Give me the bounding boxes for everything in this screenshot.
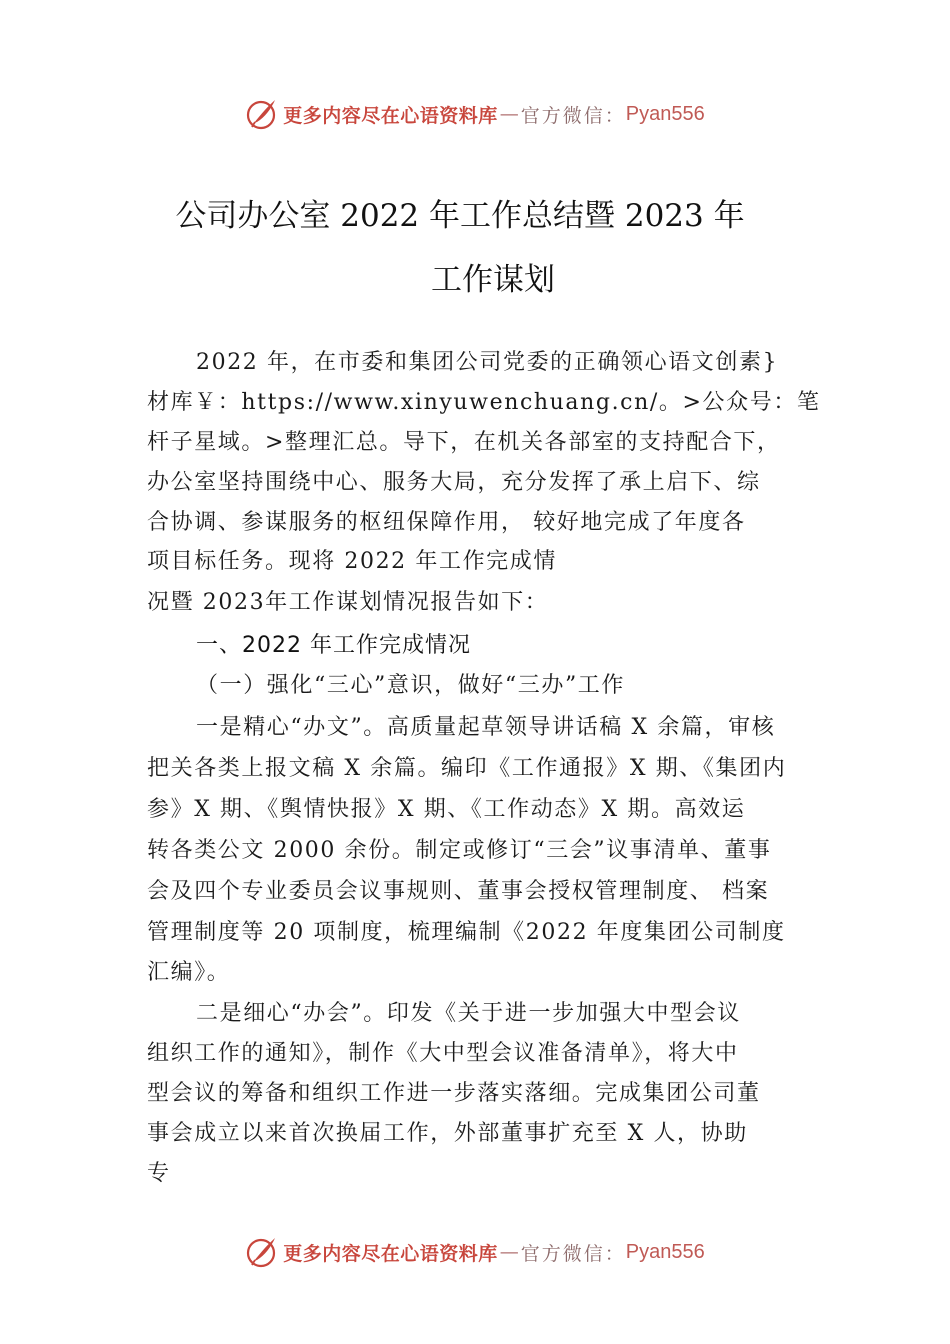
intro-line: 办公室坚持围绕中心、服务大局，充分发挥了承上启下、综 — [147, 470, 761, 495]
document-title-line-1: 公司办公室 2022 年工作总结暨 2023 年 — [175, 198, 745, 234]
header-banner — [0, 94, 950, 134]
paragraph-line: 一是精心“办文”。高质量起草领导讲话稿 X 余篇，审核 — [196, 715, 776, 740]
banner-wechat-id: Pyan556 — [625, 1240, 705, 1263]
intro-line: 杆子星域。>整理汇总。导下，在机关各部室的支持配合下， — [147, 430, 781, 455]
document-title-line-2: 工作谋划 — [431, 262, 555, 298]
banner-dash: — — [499, 1241, 519, 1263]
paragraph-line: 会及四个专业委员会议事规则、董事会授权管理制度、 档案 — [147, 879, 770, 904]
paragraph-line: 事会成立以来首次换届工作，外部董事扩充至 X 人，协助 — [147, 1121, 748, 1146]
paragraph-line: 组织工作的通知》，制作《大中型会议准备清单》，将大中 — [147, 1041, 739, 1066]
paragraph-line: 型会议的筹备和组织工作进一步落实落细。完成集团公司董 — [147, 1081, 761, 1106]
intro-line: 项目标任务。现将 2022 年工作完成情 — [147, 549, 557, 574]
intro-line: 2022 年，在市委和集团公司党委的正确领心语文创素} — [196, 350, 779, 375]
paragraph-line: 汇编》。 — [147, 960, 231, 985]
paragraph-line: 把关各类上报文稿 X 余篇。编印《工作通报》X 期、《集团内 — [147, 756, 787, 781]
paragraph-line: 管理制度等 20 项制度，梳理编制《2022 年度集团公司制度 — [147, 920, 786, 945]
banner-wechat-label: 官方微信： — [520, 104, 626, 127]
banner-wechat-id: Pyan556 — [625, 102, 705, 125]
footer-banner — [0, 1232, 950, 1272]
section-heading: 一、2022 年工作完成情况 — [196, 633, 471, 658]
intro-line: 况暨 2023年工作谋划情况报告如下： — [147, 590, 549, 615]
paragraph-line: 转各类公文 2000 余份。制定或修订“三会”议事清单、董事 — [147, 838, 772, 863]
banner-text: 更多内容尽在心语资料库 — [283, 1242, 498, 1265]
banner-wechat-label: 官方微信： — [520, 1242, 626, 1265]
paragraph-line: 二是细心“办会”。印发《关于进一步加强大中型会议 — [196, 1001, 741, 1026]
banner-dash: — — [499, 103, 519, 125]
quill-logo-icon — [245, 97, 279, 131]
paragraph-line: 参》X 期、《舆情快报》X 期、《工作动态》X 期。高效运 — [147, 797, 746, 822]
intro-line: 合协调、参谋服务的枢纽保障作用， 较好地完成了年度各 — [147, 510, 746, 535]
intro-line: 材库￥：https://www.xinyuwenchuang.cn/。>公众号：笔 — [147, 390, 821, 415]
paragraph-line: 专 — [147, 1161, 171, 1186]
subsection-heading: （一）强化“三心”意识，做好“三办”工作 — [196, 673, 625, 698]
banner-text: 更多内容尽在心语资料库 — [283, 104, 498, 127]
quill-logo-icon — [245, 1235, 279, 1269]
